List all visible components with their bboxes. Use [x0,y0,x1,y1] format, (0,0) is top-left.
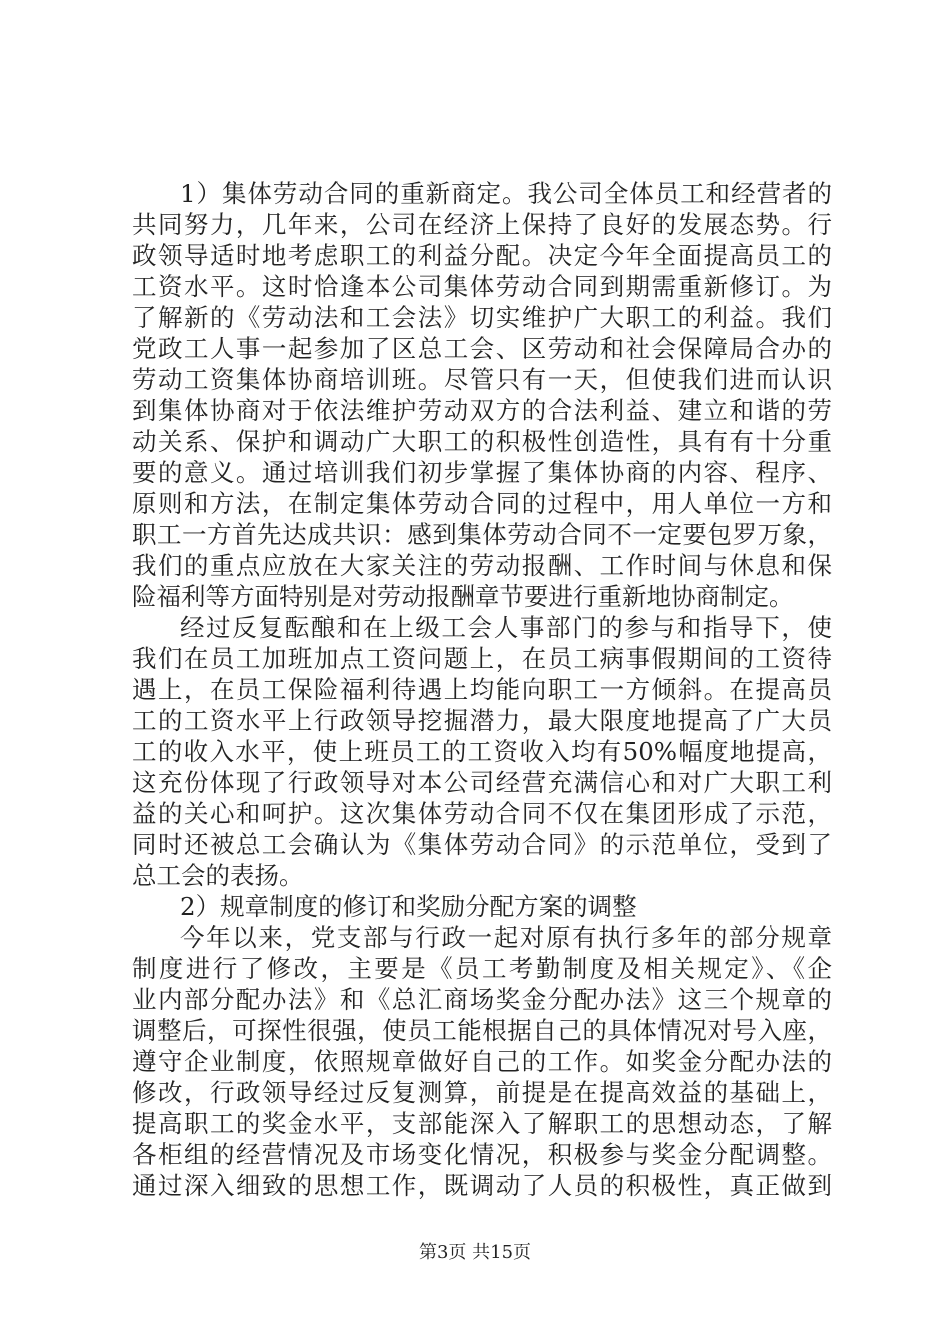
text-line: 了解新的《劳动法和工会法》切实维护广大职工的利益。我们 [132,303,832,332]
text-line: 动关系、保护和调动广大职工的积极性创造性，具有有十分重 [132,427,832,456]
text-line: 通过深入细致的思想工作，既调动了人员的积极性，真正做到 [132,1171,832,1200]
text-line: 到集体协商对于依法维护劳动双方的合法利益、建立和谐的劳 [132,396,832,425]
text-line: 我们的重点应放在大家关注的劳动报酬、工作时间与休息和保 [132,551,832,580]
text-line: 遇上，在员工保险福利待遇上均能向职工一方倾斜。在提高员 [132,675,832,704]
text-line: 原则和方法，在制定集体劳动合同的过程中，用人单位一方和 [132,489,832,518]
text-line: 修改，行政领导经过反复测算，前提是在提高效益的基础上， [132,1078,832,1107]
text-line: 经过反复酝酿和在上级工会人事部门的参与和指导下，使 [180,613,832,642]
text-line: 党政工人事一起参加了区总工会、区劳动和社会保障局合办的 [132,334,832,363]
text-line: 调整后，可探性很强，使员工能根据自己的具体情况对号入座， [132,1016,832,1045]
text-line: 制度进行了修改，主要是《员工考勤制度及相关规定》、《企 [132,954,832,983]
text-line: 工的收入水平，使上班员工的工资收入均有50%幅度地提高， [132,737,832,766]
text-line: 提高职工的奖金水平，支部能深入了解职工的思想动态，了解 [132,1109,832,1138]
text-line: 工资水平。这时恰逢本公司集体劳动合同到期需重新修订。为 [132,272,832,301]
text-line: 职工一方首先达成共识：感到集体劳动合同不一定要包罗万象， [132,520,832,549]
text-line: 遵守企业制度，依照规章做好自己的工作。如奖金分配办法的 [132,1047,832,1076]
text-line: 业内部分配办法》和《总汇商场奖金分配办法》这三个规章的 [132,985,832,1014]
text-line: 我们在员工加班加点工资问题上，在员工病事假期间的工资待 [132,644,832,673]
text-line: 同时还被总工会确认为《集体劳动合同》的示范单位，受到了 [132,830,832,859]
text-line: 今年以来，党支部与行政一起对原有执行多年的部分规章 [180,923,832,952]
text-line: 劳动工资集体协商培训班。尽管只有一天，但使我们进而认识 [132,365,832,394]
section-heading: 2）规章制度的修订和奖励分配方案的调整 [180,892,637,921]
text-line: 益的关心和呵护。这次集体劳动合同不仅在集团形成了示范， [132,799,832,828]
text-line: 1）集体劳动合同的重新商定。我公司全体员工和经营者的 [180,179,832,208]
text-line: 总工会的表扬。 [132,861,304,890]
text-line: 险福利等方面特别是对劳动报酬章节要进行重新地协商制定。 [132,582,794,611]
text-line: 工的工资水平上行政领导挖掘潜力，最大限度地提高了广大员 [132,706,832,735]
text-line: 各柜组的经营情况及市场变化情况，积极参与奖金分配调整。 [132,1140,832,1169]
text-line: 共同努力，几年来，公司在经济上保持了良好的发展态势。行 [132,210,832,239]
text-line: 要的意义。通过培训我们初步掌握了集体协商的内容、程序、 [132,458,832,487]
page-number-footer: 第3页 共15页 [418,1242,532,1263]
text-line: 这充份体现了行政领导对本公司经营充满信心和对广大职工利 [132,768,832,797]
text-line: 政领导适时地考虑职工的利益分配。决定今年全面提高员工的 [132,241,832,270]
